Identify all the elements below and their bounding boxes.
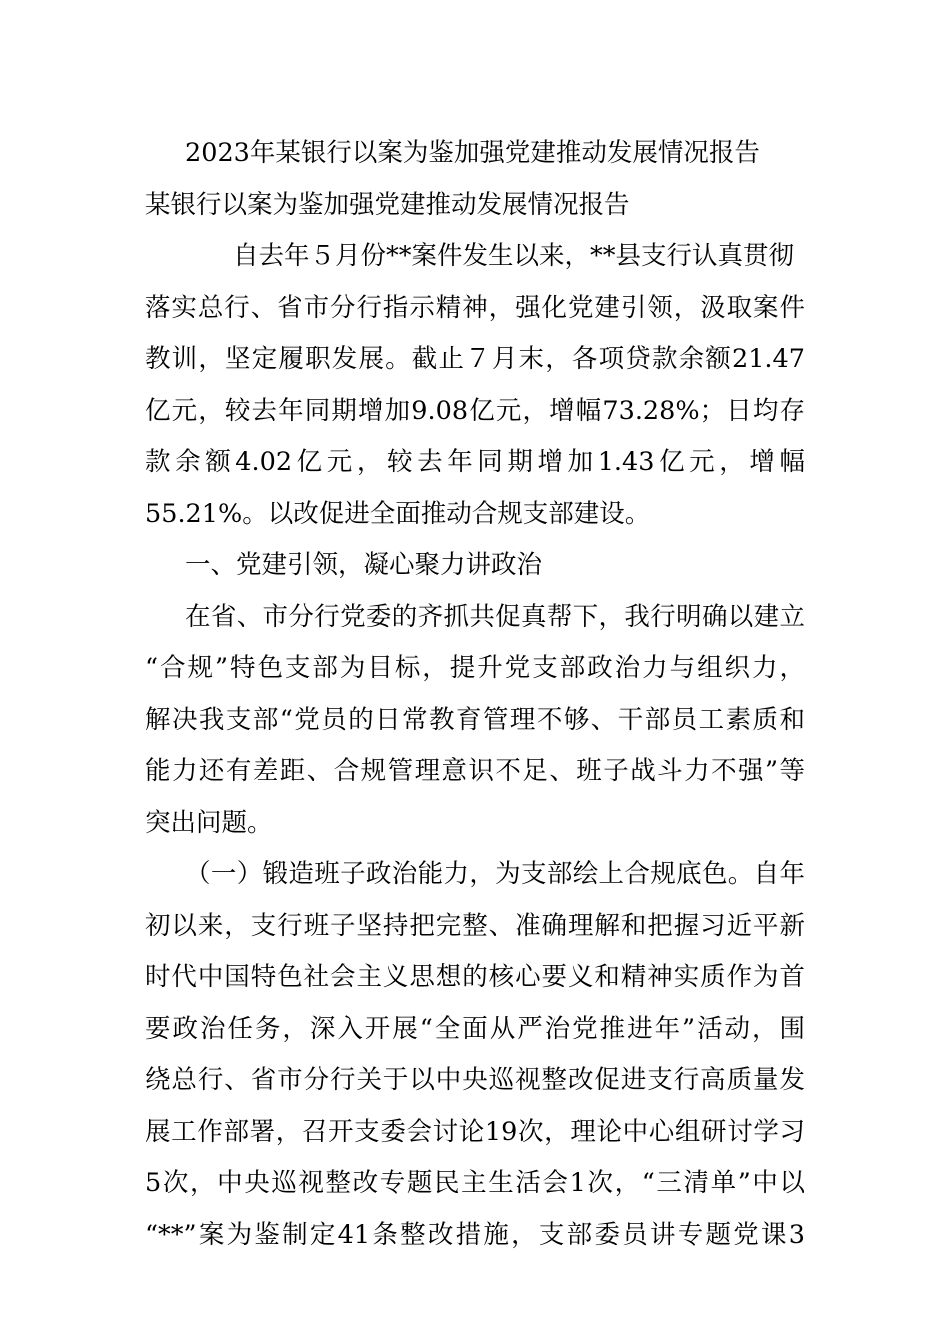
paragraph-line: 55.21%。以改促进全面推动合规支部建设。 — [145, 498, 651, 529]
document-subtitle: 某银行以案为鉴加强党建推动发展情况报告 — [145, 189, 630, 220]
document-title: 2023年某银行以案为鉴加强党建推动发展情况报告 — [185, 138, 760, 168]
paragraph-2 — [145, 592, 805, 850]
paragraph-line: 要政治任务，深入开展“全面从严治党推进年”活动，围 — [145, 1013, 805, 1044]
document-body — [145, 128, 805, 1261]
paragraph-line: 5次，中央巡视整改专题民主生活会1次，“三清单”中以 — [145, 1168, 805, 1198]
paragraph-line: 款余额4.02亿元，较去年同期增加1.43亿元，增幅 — [145, 447, 805, 477]
paragraph-line: 初以来，支行班子坚持把完整、准确理解和把握习近平新 — [145, 910, 805, 941]
paragraph-line: 绕总行、省市分行关于以中央巡视整改促进支行高质量发 — [145, 1065, 805, 1095]
paragraph-3 — [145, 849, 805, 1261]
paragraph-line: “**”案为鉴制定41条整改措施，支部委员讲专题党课3 — [145, 1219, 805, 1250]
paragraph-line: 教训，坚定履职发展。截止７月末，各项贷款余额21.47 — [145, 344, 805, 374]
paragraph-line: 解决我支部“党员的日常教育管理不够、干部员工素质和 — [145, 704, 805, 735]
section-heading: 一、党建引领，凝心聚力讲政治 — [185, 550, 543, 580]
paragraph-line: 展工作部署，召开支委会讨论19次，理论中心组研讨学习 — [145, 1116, 805, 1147]
paragraph-line: 亿元，较去年同期增加9.08亿元，增幅73.28%；日均存 — [145, 395, 805, 426]
paragraph-line: 自去年５月份**案件发生以来，**县支行认真贯彻 — [233, 241, 795, 271]
paragraph-line: 在省、市分行党委的齐抓共促真帮下，我行明确以建立 — [185, 601, 805, 632]
paragraph-line: 突出问题。 — [145, 807, 273, 838]
paragraph-line: 能力还有差距、合规管理意识不足、班子战斗力不强”等 — [145, 756, 805, 786]
paragraph-line: “合规”特色支部为目标，提升党支部政治力与组织力， — [145, 653, 805, 683]
paragraph-line: （一）锻造班子政治能力，为支部绘上合规底色。自年 — [185, 859, 805, 889]
paragraph-line: 时代中国特色社会主义思想的核心要义和精神实质作为首 — [145, 962, 805, 992]
paragraph-line: 落实总行、省市分行指示精神，强化党建引领，汲取案件 — [145, 292, 805, 323]
paragraph-1 — [145, 231, 805, 540]
